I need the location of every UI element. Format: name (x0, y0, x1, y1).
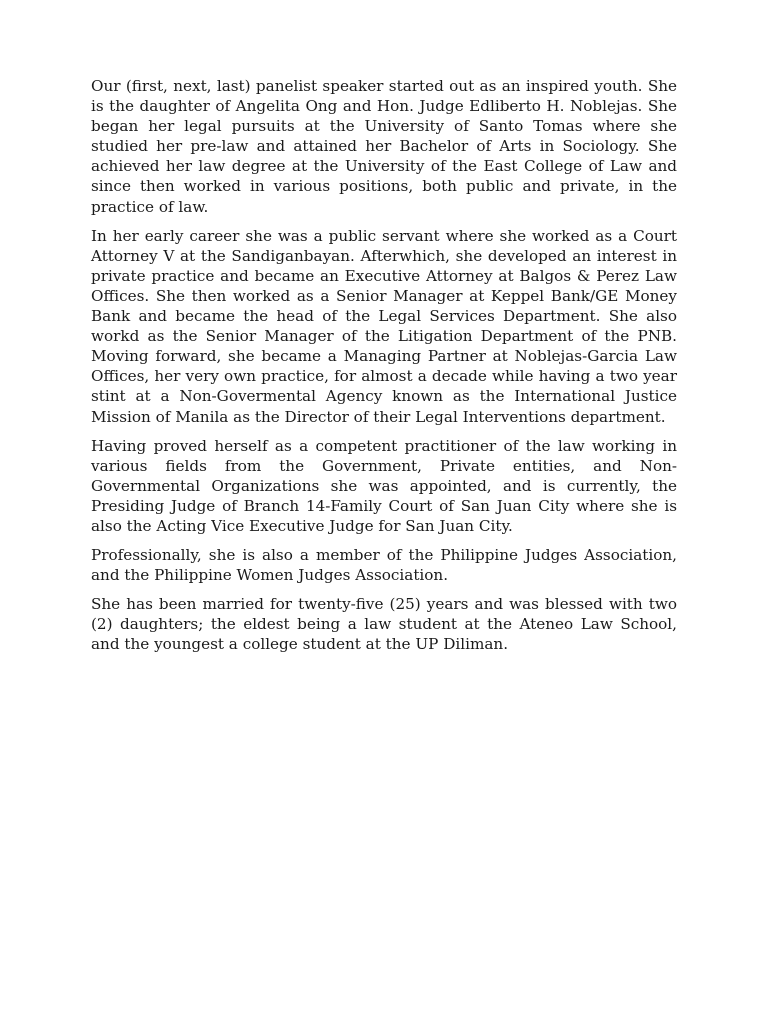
paragraph-family: She has been married for twenty-five (25) years and was blessed with two (2) daughters; the eldest being a law student at the Ateneo Law School, and the youngest a college student at the UP Diliman. (91, 595, 677, 654)
paragraph-background: Our (first, next, last) panelist speaker started out as an inspired youth. She is the daughter of Angelita Ong and Hon. Judge Edliberto H. Noblejas. She began her legal pursuits at the University of Santo Tomas where she studied her pre-law and attained her Bachelor of Arts in Sociology. She achieved her law degree at the University of the East College of Law and since then worked in various positions, both public and private, in the practice of law. (91, 77, 677, 216)
paragraph-career: In her early career she was a public servant where she worked as a Court Attorney V at the Sandiganbayan. Afterwhich, she developed an interest in private practice and became an Executive Attorney at Balgos & Perez Law Offices. She then worked as a Senior Manager at Keppel Bank/GE Money Bank and became the head of the Legal Services Department. She also workd as the Senior Manager of the Litigation Department of the PNB. Moving forward, she became a Managing Partner at Noblejas-Garcia Law Offices, her very own practice, for almost a decade while having a two year stint at a Non-Govermental Agency known as the International Justice Mission of Manila as the Director of their Legal Interventions department. (91, 226, 677, 426)
document-body (91, 76, 677, 664)
paragraph-appointment: Having proved herself as a competent practitioner of the law working in various fields from the Government, Private entities, and Non-Governmental Organizations she was appointed, and is currently, the Presiding Judge of Branch 14-Family Court of San Juan City where she is also the Acting Vice Executive Judge for San Juan City. (91, 436, 677, 535)
paragraph-memberships: Professionally, she is also a member of the Philippine Judges Association, and the Philippine Women Judges Association. (91, 546, 677, 585)
